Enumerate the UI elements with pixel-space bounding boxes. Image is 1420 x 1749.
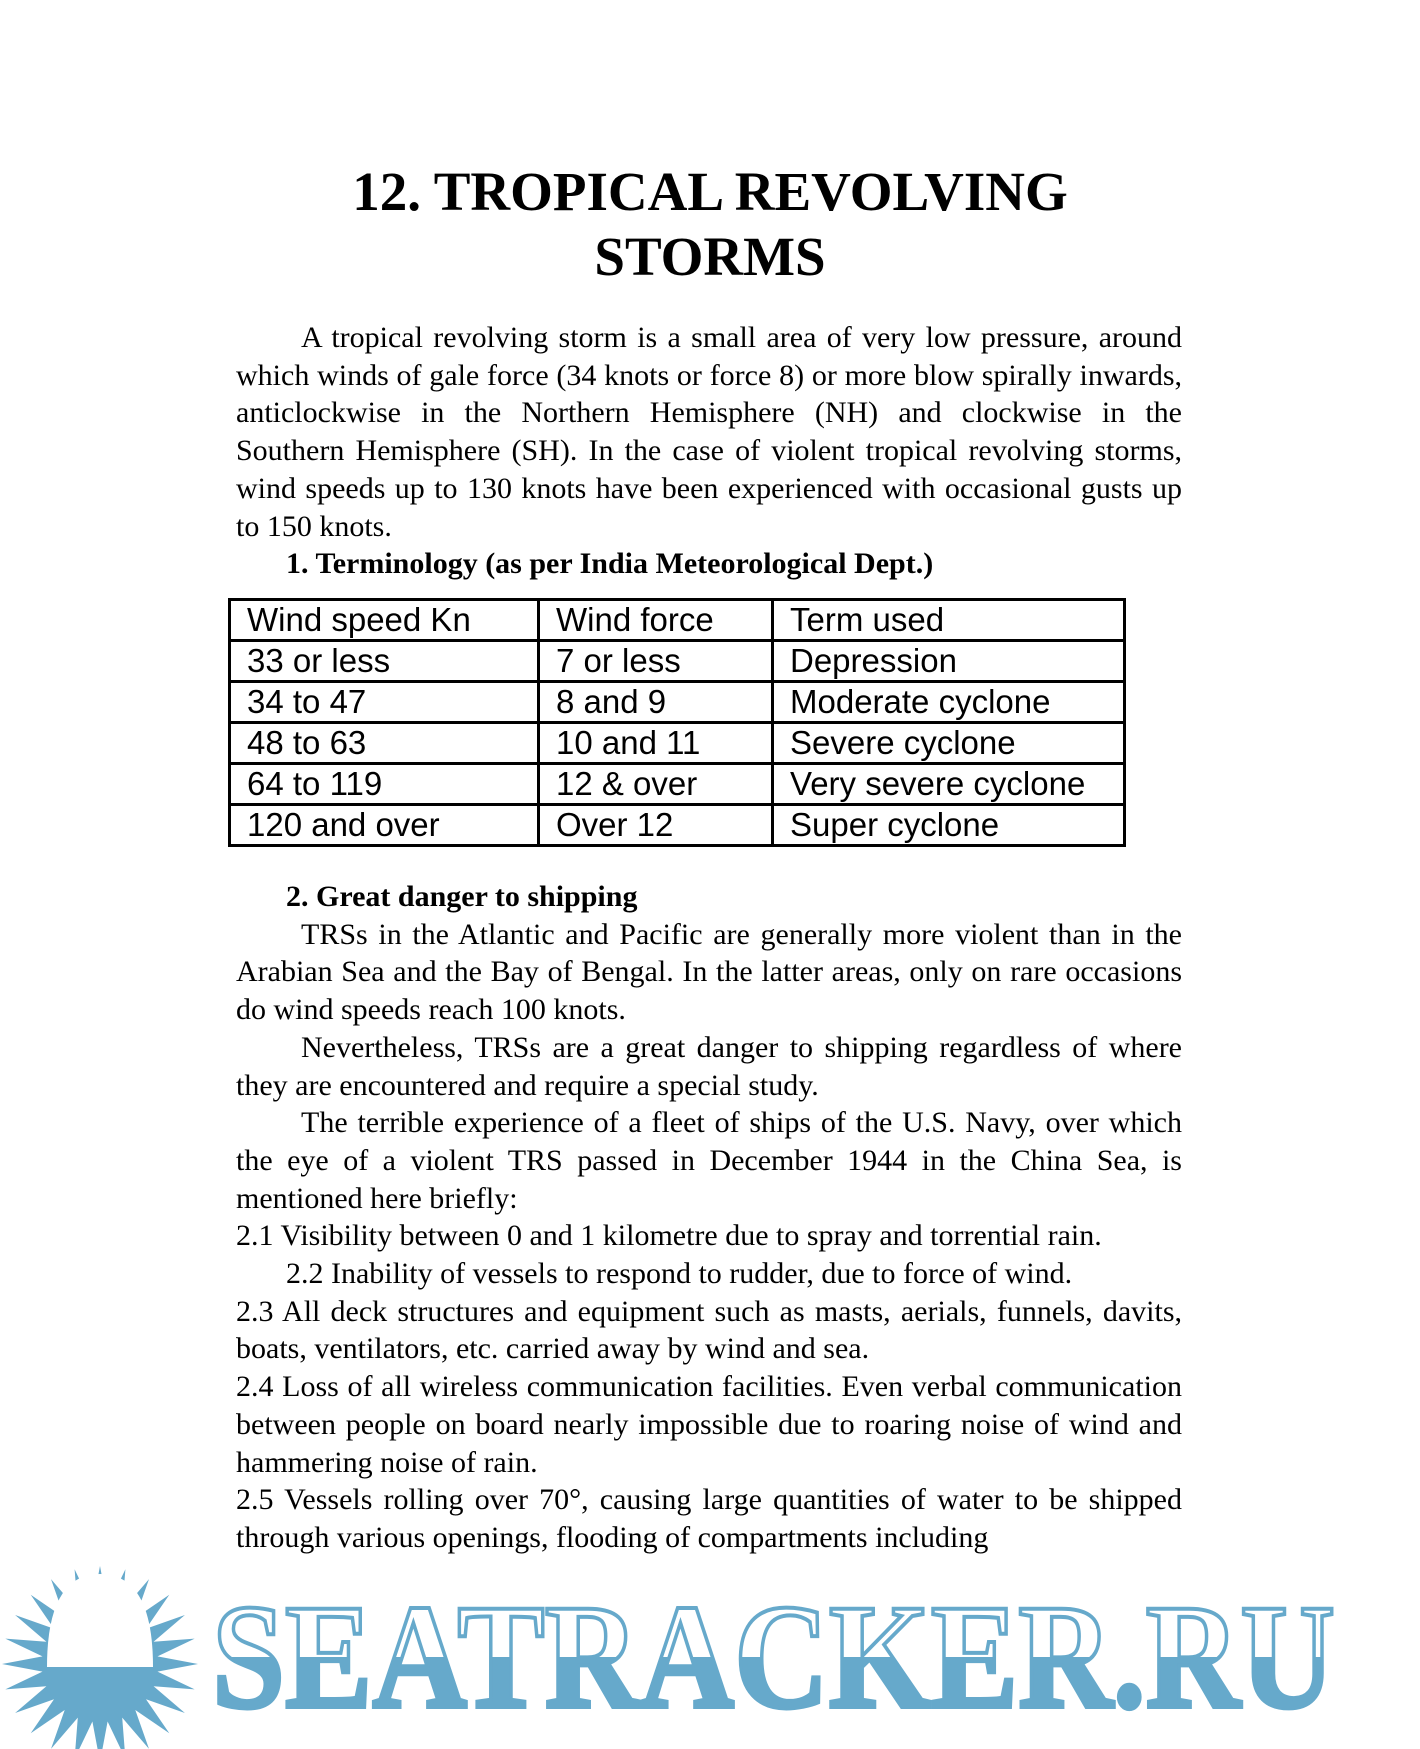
table-cell: Severe cyclone	[773, 723, 1125, 764]
intro-section	[236, 319, 1182, 583]
intro-paragraph: A tropical revolving storm is a small area of very low pressure, around which winds of gale force (34 knots or force 8) or more blow spirally inwards, anticlockwise in the Northern Hemisphere (NH) and clockwise in the Southern Hemisphere (SH). In the case of violent tropical revolving storms, wind speeds up to 130 knots have been experienced with occasional gusts up to 150 knots.	[236, 321, 1182, 543]
table-header-row	[230, 600, 1125, 641]
table-cell: Super cyclone	[773, 805, 1125, 846]
table-cell: Depression	[773, 641, 1125, 682]
terminology-table	[228, 598, 1126, 847]
table-cell: 64 to 119	[230, 764, 539, 805]
table-cell: Moderate cyclone	[773, 682, 1125, 723]
sunburst-icon	[2, 1566, 198, 1749]
table-row	[230, 682, 1125, 723]
table-cell: 33 or less	[230, 641, 539, 682]
table-row	[230, 764, 1125, 805]
section2	[236, 878, 1182, 1557]
table-cell: 12 & over	[539, 764, 773, 805]
table-cell: 48 to 63	[230, 723, 539, 764]
table-cell: 10 and 11	[539, 723, 773, 764]
list-item: 2.1 Visibility between 0 and 1 kilometre due to spray and torrential rain.	[236, 1219, 1102, 1253]
section2-heading: 2. Great danger to shipping	[286, 880, 638, 913]
table-header: Wind speed Kn	[230, 600, 539, 641]
list-item: 2.5 Vessels rolling over 70°, causing large quantities of water to be shipped through various openings, flooding of compartments including	[236, 1483, 1182, 1554]
table-row	[230, 641, 1125, 682]
list-item: 2.2 Inability of vessels to respond to rudder, due to force of wind.	[286, 1257, 1073, 1291]
table-row	[230, 805, 1125, 846]
seatracker-watermark-logo	[0, 1552, 1352, 1749]
table-cell: Over 12	[539, 805, 773, 846]
list-item: 2.4 Loss of all wireless communication facilities. Even verbal communication between people on board nearly impossible due to roaring noise of wind and hammering noise of rain.	[236, 1370, 1182, 1479]
table-header: Wind force	[539, 600, 773, 641]
chapter-title-line1: 12. TROPICAL REVOLVING	[352, 161, 1068, 222]
table-row	[230, 723, 1125, 764]
chapter-title-line2: STORMS	[594, 226, 826, 287]
section1-heading: 1. Terminology (as per India Meteorological Dept.)	[286, 547, 934, 581]
table-cell: 34 to 47	[230, 682, 539, 723]
paragraph: Nevertheless, TRSs are a great danger to shipping regardless of where they are encountered and require a special study.	[236, 1030, 1182, 1102]
watermark-text: SEATRACKER.RU	[212, 1574, 1335, 1740]
table-cell: 120 and over	[230, 805, 539, 846]
table-header: Term used	[773, 600, 1125, 641]
table-cell: 7 or less	[539, 641, 773, 682]
table-cell: Very severe cyclone	[773, 764, 1125, 805]
table-cell: 8 and 9	[539, 682, 773, 723]
list-item: 2.3 All deck structures and equipment such as masts, aerials, funnels, davits, boats, ventilators, etc. carried away by wind and sea.	[236, 1294, 1182, 1366]
paragraph: TRSs in the Atlantic and Pacific are generally more violent than in the Arabian Sea and the Bay of Bengal. In the latter areas, only on rare occasions do wind speeds reach 100 knots.	[236, 917, 1182, 1027]
paragraph: The terrible experience of a fleet of ships of the U.S. Navy, over which the eye of a violent TRS passed in December 1944 in the China Sea, is mentioned here briefly:	[236, 1106, 1182, 1215]
